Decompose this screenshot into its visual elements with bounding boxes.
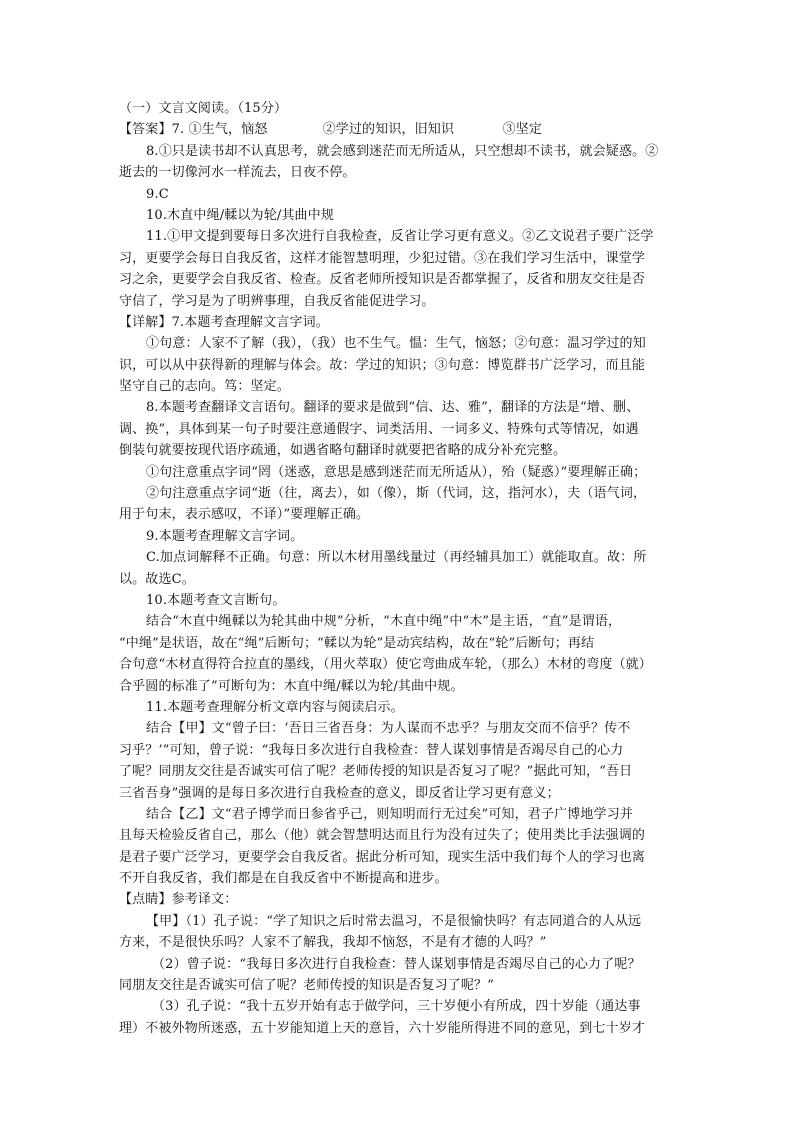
pointer-line: 方来，不是很快乐吗？人家不了解我，我却不恼怒，不是有才德的人吗？” bbox=[119, 935, 547, 951]
detail-line: “中绳”是状语，故在“绳”后断句；“輮以为轮”是动宾结构，故在“轮”后断句；再结 bbox=[119, 635, 595, 651]
answer-item-7-1: 7. ①生气，恼怒 bbox=[171, 122, 268, 138]
answer-line: 8.①只是读书却不认真思考，就会感到迷茫而无所适从，只空想却不读书，就会疑惑。② bbox=[146, 143, 659, 159]
pointer-line: （3）孔子说：“我十五岁开始有志于做学问，三十岁便小有所成，四十岁能（通达事 bbox=[152, 999, 641, 1015]
pointer-line: 【甲】（1）孔子说：“学了知识之后时常去温习，不是很愉快吗？有志同道合的人从远 bbox=[146, 913, 642, 929]
answer-line: 习之余，更要学会自我反省、检查。反省老师所授知识是否都掌握了，反省和朋友交往是否 bbox=[119, 272, 646, 288]
detail-line: 识，可以从中获得新的理解与体会。故：学过的知识；③句意：博览群书广泛学习，而且能 bbox=[119, 357, 646, 373]
detail-line: 了呢？同朋友交往是否诚实可信了呢？老师传授的知识是否复习了呢？”据此可知，“吾日 bbox=[119, 764, 633, 780]
answer-line: 逝去的一切像河水一样流去，日夜不停。 bbox=[119, 165, 356, 181]
answer-heading-line bbox=[119, 119, 679, 140]
answer-item-7-2: ②学过的知识，旧知识 bbox=[322, 122, 455, 138]
detail-line: 9.本题考查理解文言字词。 bbox=[146, 528, 304, 544]
detail-line: ①句意：人家不了解（我），（我）也不生气。愠：生气，恼怒；②句意：温习学过的知 bbox=[146, 336, 646, 352]
detail-line: C.加点词解释不正确。句意：所以木材用墨线量过（再经辅具加工）就能取直。故：所 bbox=[146, 550, 647, 566]
detail-line: 习乎？’”可知，曾子说：“我每日多次进行自我检查：替人谋划事情是否竭尽自己的心力 bbox=[119, 742, 624, 758]
pointer-line: （2）曾子说：“我每日多次进行自我检查：替人谋划事情是否竭尽自己的心力了呢？ bbox=[152, 956, 641, 972]
detail-line: 用于句末，表示感叹，不译）”要理解正确。 bbox=[119, 507, 370, 523]
detail-line: 11.本题考查理解分析文章内容与阅读启示。 bbox=[146, 699, 404, 715]
document-page bbox=[119, 98, 679, 1039]
section-title: （一）文言文阅读。（15分） bbox=[119, 101, 288, 116]
detail-line: 调、换”，具体到某一句子时要注意通假字、词类活用、一词多义、特殊句式等情况，如遇 bbox=[119, 421, 639, 437]
detail-line: 倒装句就要按现代语序疏通，如遇省略句翻译时就要把省略的成分补充完整。 bbox=[119, 443, 567, 459]
detail-heading: 【详解】7.本题考查理解文言字词。 bbox=[119, 314, 329, 330]
detail-line: 10.本题考查文言断句。 bbox=[146, 592, 286, 608]
answer-tag: 【答案】 bbox=[119, 122, 172, 138]
pointer-line: 同朋友交往是否诚实可信了呢？老师传授的知识是否复习了呢？” bbox=[119, 978, 494, 994]
detail-line: 以。故选C。 bbox=[119, 571, 195, 587]
detail-line: 合句意“木材直得符合拉直的墨线，（用火萃取）使它弯曲成车轮，（那么）木材的弯度（就） bbox=[119, 657, 652, 673]
pointer-line: 理）不被外物所迷惑，五十岁能知道上天的意旨，六十岁能所得进不同的意见，到七十岁才 bbox=[119, 1020, 646, 1036]
answer-line: 守信了，学习是为了明辨事理，自我反省能促进学习。 bbox=[119, 293, 435, 309]
answer-line: 9.C bbox=[146, 186, 169, 202]
detail-line: 坚守自己的志向。笃：坚定。 bbox=[119, 379, 290, 395]
answer-line: 11.①甲文提到要每日多次进行自我检查，反省让学习更有意义。②乙文说君子要广泛学 bbox=[146, 229, 654, 245]
detail-line: 是君子要广泛学习，更要学会自我反省。据此分析可知，现实生活中我们每个人的学习也离 bbox=[119, 849, 646, 865]
detail-line: 合乎圆的标准了”可断句为：木直中绳/輮以为轮/其曲中规。 bbox=[119, 678, 464, 694]
detail-line: ①句注意重点字词“罔（迷惑，意思是感到迷茫而无所适从），殆（疑惑）”要理解正确； bbox=[146, 464, 647, 480]
detail-line: ②句注意重点字词“逝（往，离去），如（像），斯（代词，这，指河水），夫（语气词， bbox=[146, 486, 647, 502]
detail-line: 8.本题考查翻译文言语句。翻译的要求是做到“信、达、雅”，翻译的方法是“增、删、 bbox=[146, 400, 640, 416]
answer-item-7-3: ③坚定 bbox=[502, 122, 543, 138]
detail-line: 不开自我反省，我们都是在自我反省中不断提高和进步。 bbox=[119, 871, 448, 887]
answer-line: 10.木直中绳/輮以为轮/其曲中规 bbox=[146, 207, 334, 223]
answer-line: 习，更要学会每日自我反省，这样才能智慧明理，少犯过错。③在我们学习生活中，课堂学 bbox=[119, 250, 646, 266]
detail-line: 结合【乙】文“君子博学而日参省乎己，则知明而行无过矣”可知，君子广博地学习并 bbox=[146, 806, 633, 822]
detail-line: 结合“木直中绳輮以为轮其曲中规”分析，“木直中绳”中“木”是主语，“直”是谓语， bbox=[146, 614, 622, 630]
detail-line: 结合【甲】文“曾子曰：‘吾日三省吾身：为人谋而不忠乎？与朋友交而不信乎？传不 bbox=[146, 721, 631, 737]
detail-line: 且每天检验反省自己，那么（他）就会智慧明达而且行为没有过失了；使用类比手法强调的 bbox=[119, 828, 646, 844]
detail-line: 三省吾身”强调的是每日多次进行自我检查的意义，即反省让学习更有意义； bbox=[119, 785, 560, 801]
pointer-heading: 【点睛】参考译文： bbox=[119, 892, 238, 908]
